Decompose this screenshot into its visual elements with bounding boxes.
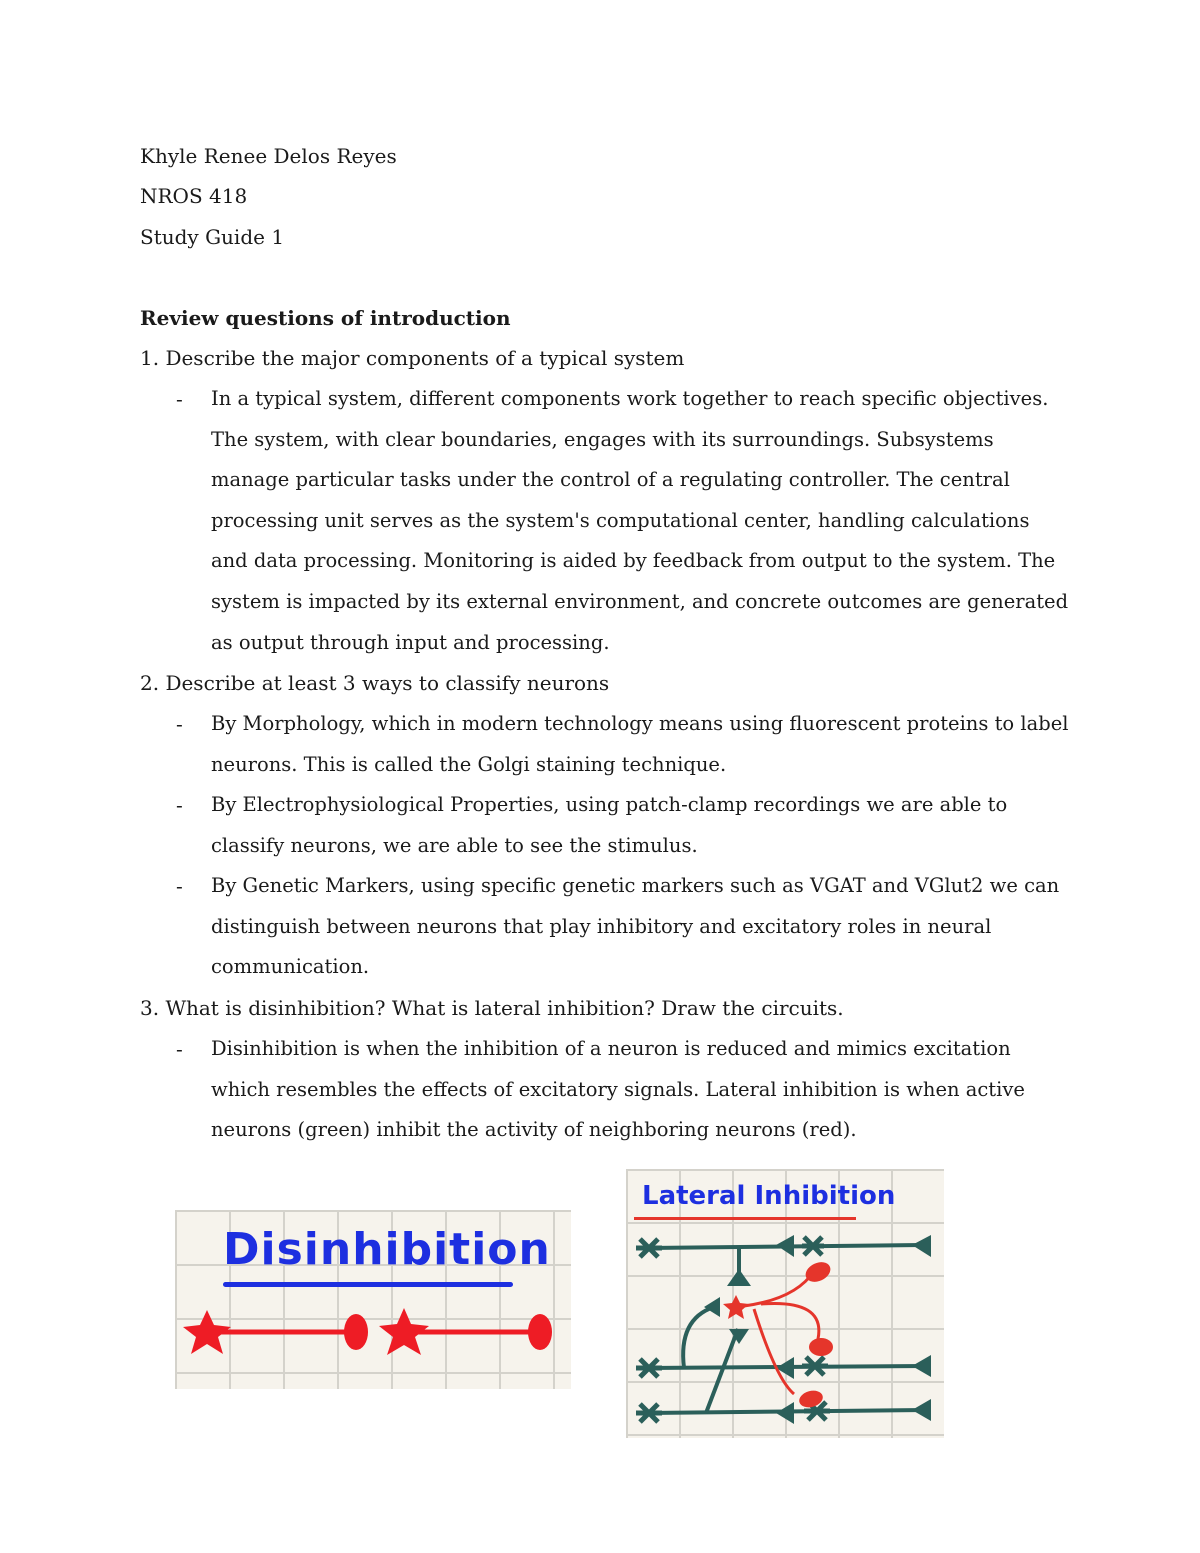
synapse-terminal-icon (528, 1314, 552, 1350)
bullet-dash: - (176, 712, 183, 736)
lateral-inhibition-circuit (626, 1169, 944, 1438)
question-3: 3. What is disinhibition? What is lateral inhibition? Draw the circuits. (140, 996, 844, 1020)
lateral-inhibition-figure (626, 1169, 944, 1438)
bullet-dash: - (176, 874, 183, 898)
neuron-star-icon (802, 1237, 824, 1255)
document-title: Study Guide 1 (140, 225, 285, 249)
bullet-dash: - (176, 387, 183, 411)
neuron-star-icon (636, 1404, 662, 1422)
course-code: NROS 418 (140, 184, 248, 208)
arrowhead-icon (776, 1402, 794, 1424)
answer-3-1: Disinhibition is when the inhibition of a neuron is reduced and mimics excitation which resembles the effects of excitatory signals. Lateral inhibition is when active neurons (green) inhibit the activity of neighboring neurons (red). (211, 1037, 1025, 1142)
question-2: 2. Describe at least 3 ways to classify neurons (140, 671, 610, 695)
arrowhead-icon (912, 1355, 931, 1377)
question-1: 1. Describe the major components of a typical system (140, 346, 685, 370)
section-heading: Review questions of introduction (140, 306, 511, 330)
synapse-terminal-icon (344, 1314, 368, 1350)
arrowhead-icon (727, 1269, 751, 1286)
disinhibition-circuit (175, 1210, 571, 1389)
neuron-star-icon (183, 1310, 231, 1354)
answer-2-3: By Genetic Markers, using specific genetic markers such as VGAT and VGlut2 we can distinguish between neurons that play inhibitory and excitatory roles in neural communication. (211, 874, 1060, 979)
author-name: Khyle Renee Delos Reyes (140, 144, 397, 168)
arrowhead-icon (776, 1235, 794, 1257)
arrowhead-icon (704, 1297, 720, 1317)
inhibition-line (754, 1309, 794, 1394)
answer-1-1: In a typical system, different components work together to reach specific objectives. The system, with clear boundaries, engages with its surroundings. Subsystems manage particular tasks under the control of a regulating controller. The central processing unit serves as the system's computational center, handling calculations and data processing. Monitoring is aided by feedback from output to the system. The system is impacted by its external environment, and concrete outcomes are generated as output through input and processing. (211, 387, 1069, 654)
synapse-terminal-icon (809, 1338, 833, 1356)
neuron-star-icon (802, 1357, 828, 1375)
bullet-dash: - (176, 793, 183, 817)
inhibited-neuron-star-icon (723, 1295, 749, 1319)
answer-2-1: By Morphology, which in modern technology means using fluorescent proteins to label neurons. This is called the Golgi staining technique. (211, 712, 1069, 776)
branch-line (706, 1329, 738, 1413)
arrowhead-icon (912, 1235, 931, 1257)
disinhibition-figure (175, 1210, 571, 1389)
branch-line (683, 1307, 714, 1368)
neuron-star-icon (636, 1239, 662, 1257)
inhibition-line (761, 1303, 819, 1339)
bullet-dash: - (176, 1037, 183, 1061)
inhibition-line (744, 1271, 814, 1306)
answer-2-2: By Electrophysiological Properties, using patch-clamp recordings we are able to classify neurons, we are able to see the stimulus. (211, 793, 1008, 857)
arrowhead-icon (912, 1399, 931, 1421)
disinhibition-title: Disinhibition (223, 1224, 551, 1275)
lateral-inhibition-title: Lateral Inhibition (642, 1181, 896, 1211)
neuron-star-icon (636, 1359, 662, 1377)
